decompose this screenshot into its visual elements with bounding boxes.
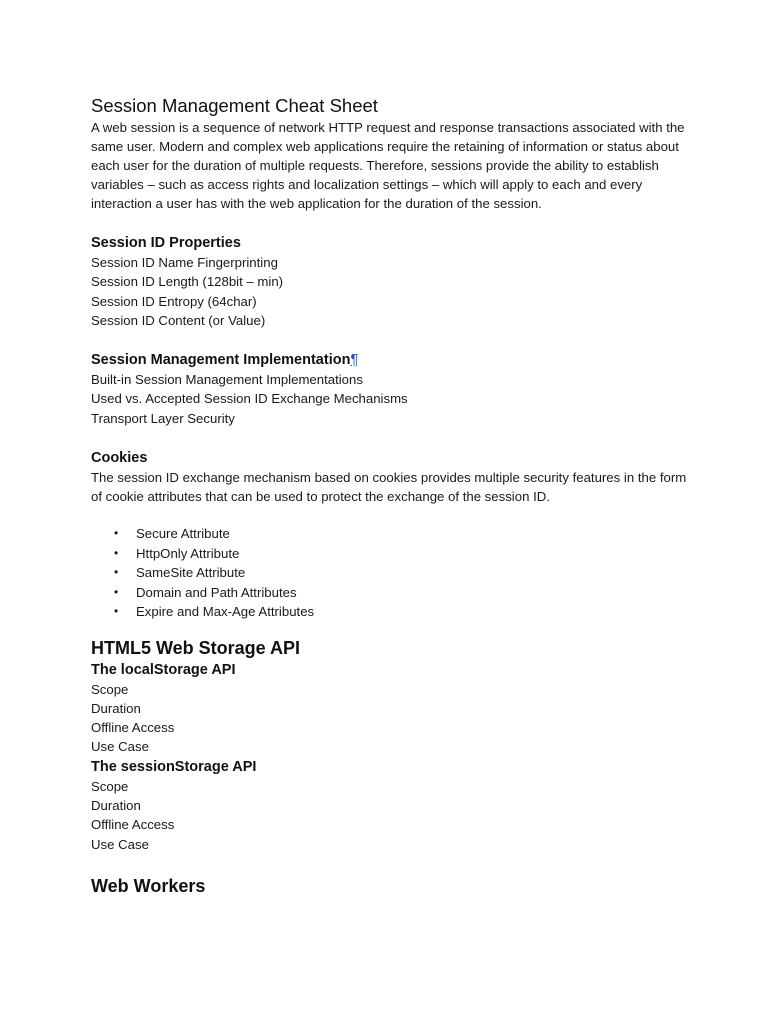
anchor-link[interactable]: ¶ (350, 352, 359, 369)
sessionstorage-heading: The sessionStorage API (91, 758, 257, 775)
bullet-icon: • (114, 584, 119, 599)
list-item: Scope (91, 778, 129, 794)
implementation-list (91, 370, 691, 428)
sessionstorage-list (91, 777, 691, 854)
list-item: Transport Layer Security (91, 410, 235, 426)
list-item: Use Case (91, 739, 149, 755)
implementation-heading (91, 350, 691, 370)
list-item: Built-in Session Management Implementations (91, 372, 363, 388)
cookies-heading: Cookies (91, 450, 148, 467)
list-item: • Expire and Max-Age Attributes (91, 602, 691, 622)
list-item: Session ID Name Fingerprinting (91, 255, 278, 270)
localstorage-heading: The localStorage API (91, 661, 236, 678)
implementation-heading-text: Session Management Implementation (91, 352, 351, 369)
session-id-heading: Session ID Properties (91, 235, 241, 251)
list-item: Scope (91, 681, 129, 697)
page-title: Session Management Cheat Sheet (91, 95, 378, 116)
bullet-icon: • (114, 565, 119, 580)
web-workers-heading: Web Workers (91, 875, 206, 896)
list-item: • HttpOnly Attribute (91, 544, 691, 564)
web-storage-heading: HTML5 Web Storage API (91, 637, 301, 658)
list-item: Session ID Content (or Value) (91, 312, 266, 328)
session-id-list (91, 253, 691, 330)
list-item: • Domain and Path Attributes (91, 583, 691, 603)
list-item: Session ID Length (128bit – min) (91, 274, 284, 290)
list-item: Session ID Entropy (64char) (91, 293, 257, 309)
localstorage-list (91, 680, 691, 757)
list-item: Offline Access (91, 817, 175, 833)
cookies-paragraph: The session ID exchange mechanism based on cookies provides multiple security features in the form of cookie attributes that can be used to protect the exchange of the session ID. (91, 470, 687, 505)
list-item: Duration (91, 700, 141, 716)
intro-paragraph: A web session is a sequence of network HTTP request and response transactions associated with the same user. Modern and complex web applications require the retaining of information or status about each user for the duration of multiple requests. Therefore, sessions provide the ability to establish variables – such as access rights and localization settings – which will apply to each and every interaction a user has with the web application for the duration of the session. (91, 120, 685, 211)
list-item: Offline Access (91, 720, 175, 736)
cookie-attributes-list (91, 524, 691, 622)
bullet-icon: • (114, 526, 119, 541)
list-item: Use Case (91, 836, 149, 852)
bullet-icon: • (114, 604, 119, 619)
list-item: Used vs. Accepted Session ID Exchange Mechanisms (91, 391, 408, 407)
document-page (91, 94, 691, 898)
list-item: Duration (91, 798, 141, 814)
list-item: • Secure Attribute (91, 524, 691, 544)
list-item: • SameSite Attribute (91, 563, 691, 583)
bullet-icon: • (114, 545, 119, 560)
